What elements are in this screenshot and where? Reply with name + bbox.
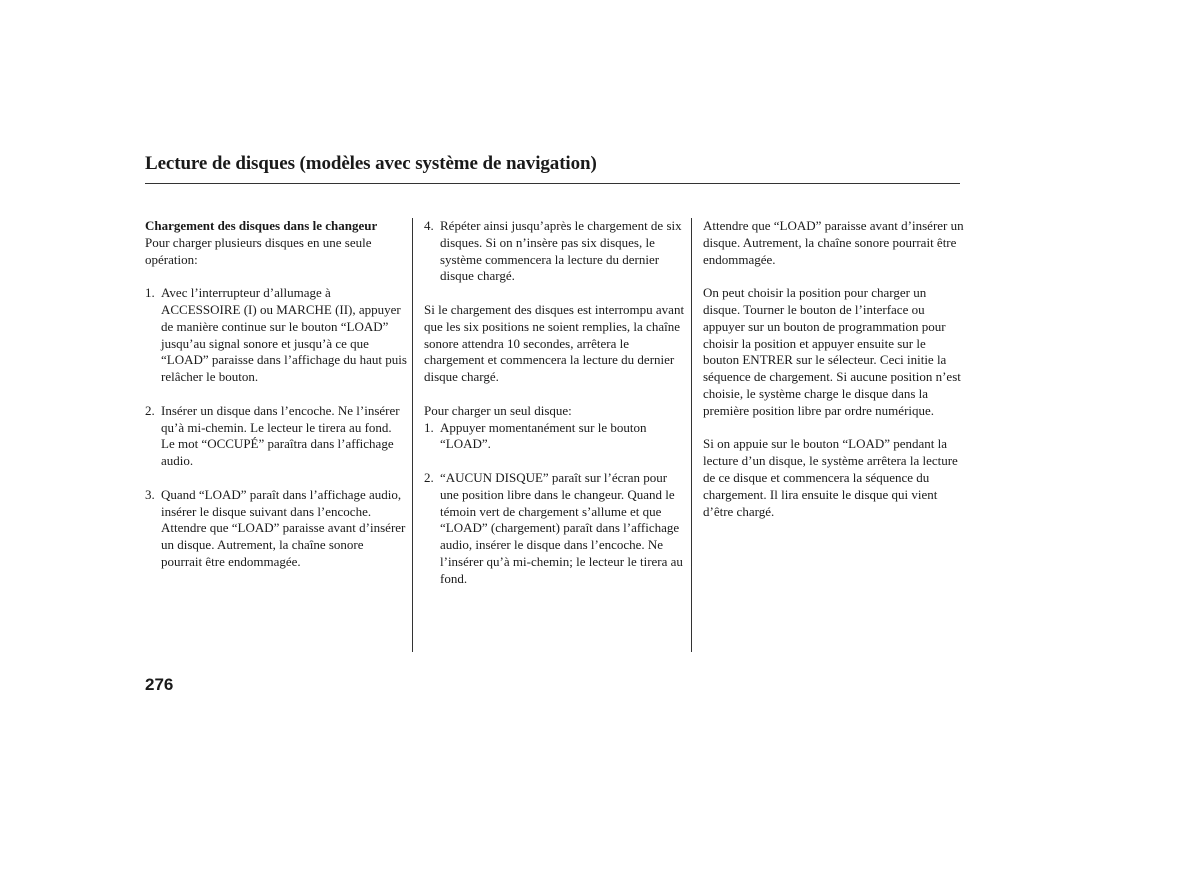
- caution-paragraph: Attendre que “LOAD” paraisse avant d’insérer un disque. Autrement, la chaîne sonore pourrait être endommagée.: [703, 218, 964, 267]
- step-number: 3.: [145, 486, 155, 502]
- step-item: [424, 420, 686, 454]
- title-rule: [145, 183, 960, 184]
- step-caution-text: Attendre que “LOAD” paraisse avant d’insérer un disque. Autrement, la chaîne sonore pourrait être endommagée.: [161, 520, 406, 569]
- column-3: [703, 218, 965, 537]
- step-text: Insérer un disque dans l’encoche. Ne l’insérer qu’à mi-chemin. Le lecteur le tirera au fond. Le mot “OCCUPÉ” paraîtra dans l’affichage audio.: [161, 402, 400, 469]
- column-divider-right: [691, 218, 692, 652]
- step-item: [145, 487, 407, 571]
- step-text: Appuyer momentanément sur le bouton “LOAD”.: [440, 419, 647, 452]
- step-number: 1.: [424, 419, 434, 435]
- position-select-paragraph: On peut choisir la position pour charger un disque. Tourner le bouton de l’interface ou appuyer sur un bouton de programmation pour choisir la position et appuyer ensuite sur le bouton ENTRER sur le sélecteur. Ceci initie la séquence de chargement. Si aucune position n’est choisie, le système charge le disque dans la première position libre par ordre numérique.: [703, 285, 961, 418]
- step-number: 1.: [145, 285, 155, 301]
- step-text: “AUCUN DISQUE” paraît sur l’écran pour une position libre dans le changeur. Quand le témoin vert de chargement s’allume et que “LOAD” (chargement) paraît dans l’affichage audio, insérer le disque dans l’encoche. Ne l’insérer qu’à mi-chemin; le lecteur le tirera au fond.: [440, 469, 683, 586]
- column-2: [424, 218, 686, 604]
- column-1: [145, 218, 407, 588]
- step-body: [161, 487, 407, 571]
- column-divider-left: [412, 218, 413, 652]
- step-item: [424, 470, 686, 588]
- multi-disc-intro: Pour charger plusieurs disques en une seule opération:: [145, 234, 372, 267]
- step-number: 4.: [424, 218, 434, 233]
- step-item: [145, 285, 407, 386]
- step-item: [424, 218, 686, 285]
- section-heading: Chargement des disques dans le changeur: [145, 218, 378, 233]
- load-during-play-paragraph: Si on appuie sur le bouton “LOAD” pendant la lecture d’un disque, le système arrêtera la lecture de ce disque et commencera la séquence du chargement. Il lira ensuite le disque qui vient d’être chargé.: [703, 436, 958, 519]
- step-text: Répéter ainsi jusqu’après le chargement de six disques. Si on n’insère pas six disques, le système commencera la lecture du dernier disque chargé.: [440, 218, 682, 284]
- step-item: [145, 403, 407, 470]
- single-disc-intro: Pour charger un seul disque:: [424, 402, 572, 418]
- step-number: 2.: [424, 469, 434, 485]
- step-text: Quand “LOAD” paraît dans l’affichage audio, insérer le disque suivant dans l’encoche.: [161, 486, 402, 519]
- page-number: 276: [145, 675, 174, 694]
- step-text: Avec l’interrupteur d’allumage à ACCESSOIRE (I) ou MARCHE (II), appuyer de manière continue sur le bouton “LOAD” jusqu’au signal sonore et jusqu’à ce que “LOAD” paraisse dans l’affichage du haut puis relâcher le bouton.: [161, 285, 407, 385]
- interrupt-paragraph: Si le chargement des disques est interrompu avant que les six positions ne soient remplies, la chaîne sonore attendra 10 secondes, arrêtera le chargement et commencera la lecture du dernier disque chargé.: [424, 301, 685, 385]
- page-title: Lecture de disques (modèles avec système de navigation): [145, 153, 597, 174]
- step-number: 2.: [145, 402, 155, 418]
